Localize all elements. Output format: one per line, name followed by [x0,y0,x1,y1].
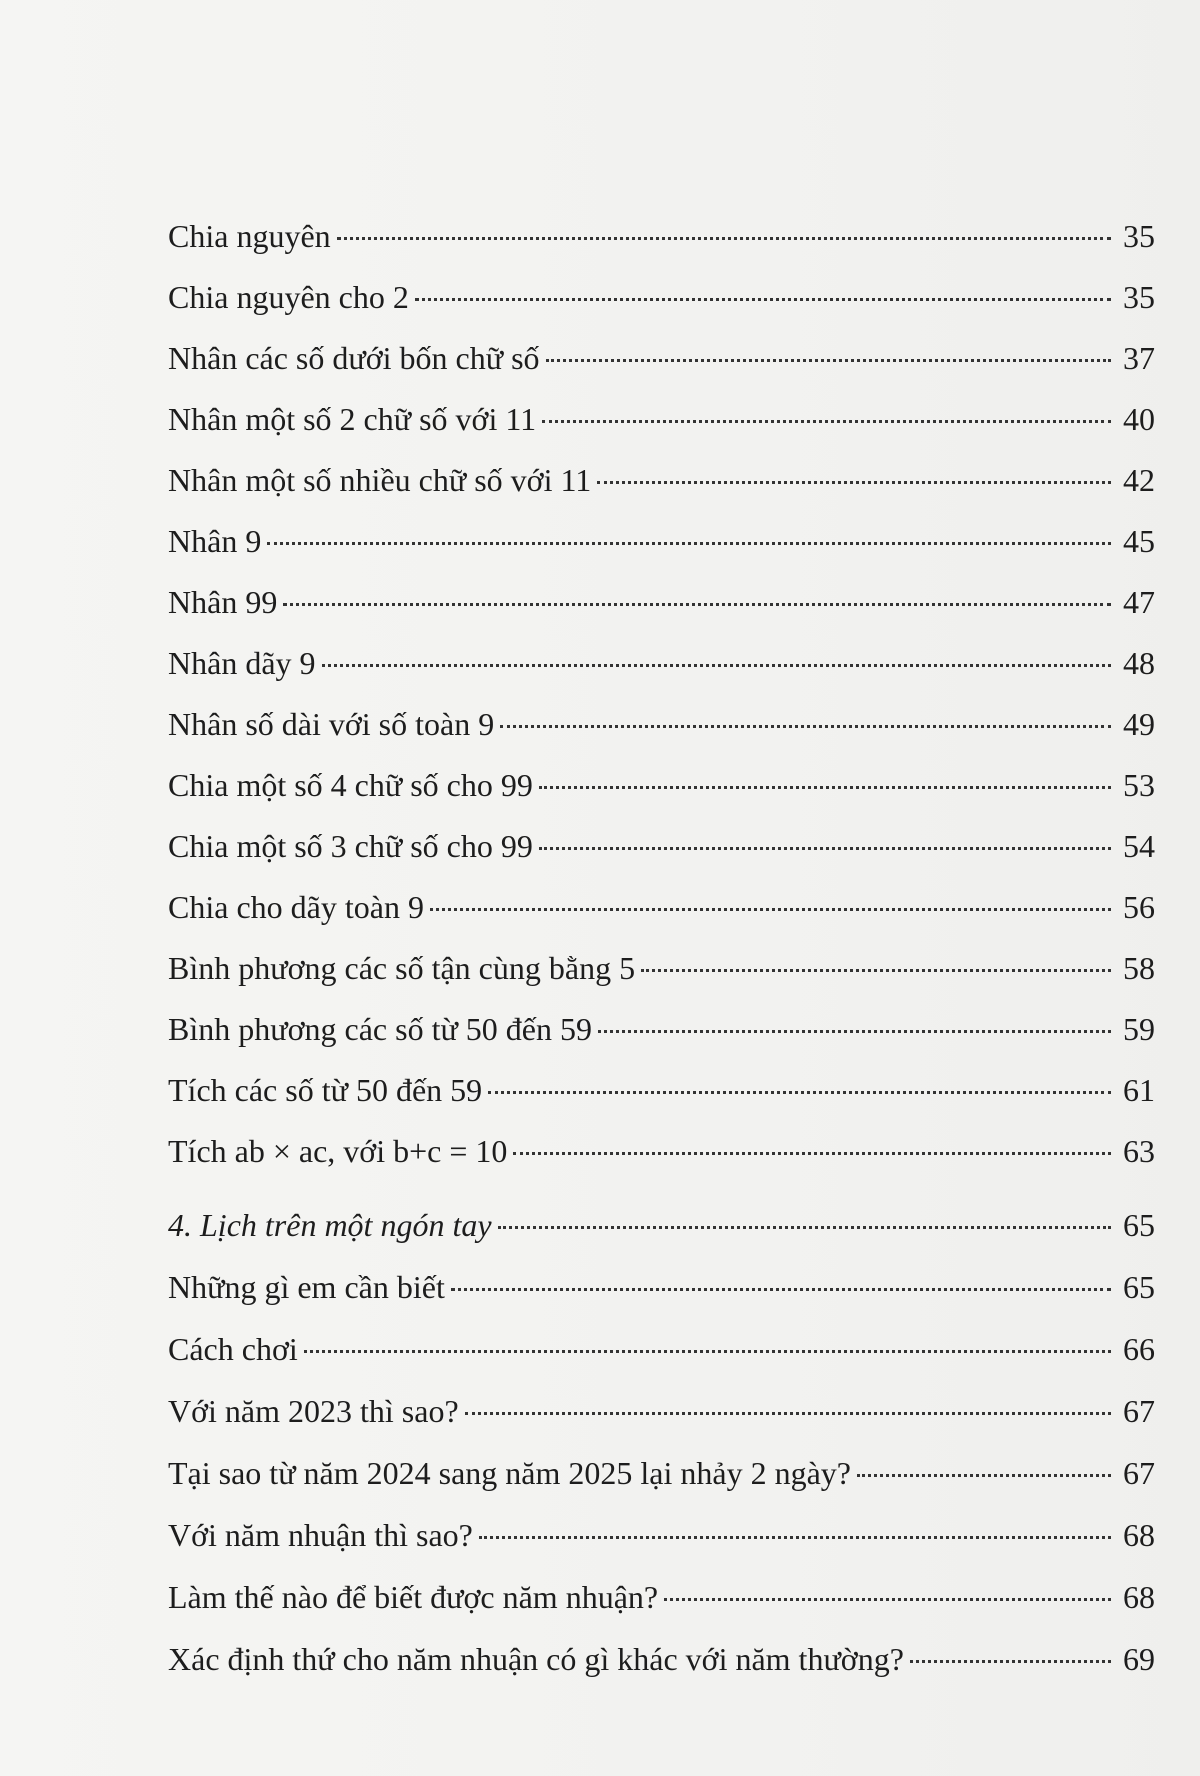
toc-entry-title: Chia một số 4 chữ số cho 99 [168,767,533,803]
toc-entry-page: 54 [1123,828,1155,864]
toc-entry-title: Nhân các số dưới bốn chữ số [168,340,540,376]
toc-chapter-heading [168,1201,1155,1249]
toc-entry-title: Những gì em cần biết [168,1269,445,1305]
toc-entry [168,1005,1155,1053]
toc-entry-title: Tích các số từ 50 đến 59 [168,1072,483,1108]
toc-entry-title: Nhân một số nhiều chữ số với 11 [168,462,592,498]
toc-entry [168,395,1155,443]
dot-leader [539,847,1111,850]
toc-entry-page: 68 [1123,1579,1155,1615]
toc-entry-page: 48 [1123,645,1155,681]
toc-entry [168,1325,1155,1373]
dot-leader [498,1226,1111,1229]
toc-entry [168,1635,1155,1683]
toc-entry [168,1387,1155,1435]
toc-entry-title: Làm thế nào để biết được năm nhuận? [168,1579,659,1615]
toc-entry-page: 45 [1123,523,1155,559]
dot-leader [430,908,1111,911]
toc-entry-title: Chia nguyên [168,218,331,254]
dot-leader [451,1288,1111,1291]
dot-leader [415,298,1111,301]
toc-entry-page: 68 [1123,1517,1155,1553]
toc-entry-page: 58 [1123,950,1155,986]
dot-leader [598,1030,1111,1033]
toc-entry-page: 42 [1123,462,1155,498]
toc-entry-title: Bình phương các số tận cùng bằng 5 [168,950,636,986]
toc-entry [168,761,1155,809]
toc-entry-page: 65 [1123,1207,1155,1243]
dot-leader [910,1660,1111,1663]
toc-entry-page: 61 [1123,1072,1155,1108]
toc-entry-page: 67 [1123,1393,1155,1429]
toc-entry [168,273,1155,321]
toc-entry [168,1263,1155,1311]
dot-leader [539,786,1111,789]
toc-entry [168,1573,1155,1621]
toc-entry-page: 69 [1123,1641,1155,1677]
toc-entry-title: Bình phương các số từ 50 đến 59 [168,1011,592,1047]
toc-entry [168,1127,1155,1175]
toc-entry-title: Nhân một số 2 chữ số với 11 [168,401,537,437]
dot-leader [546,359,1111,362]
toc-entry-title: Với năm nhuận thì sao? [168,1517,473,1553]
toc-entry [168,212,1155,260]
dot-leader [664,1598,1111,1601]
dot-leader [488,1091,1111,1094]
dot-leader [304,1350,1111,1353]
toc-entry [168,700,1155,748]
toc-entry-page: 66 [1123,1331,1155,1367]
toc-entry-title: Nhân 9 [168,523,262,559]
dot-leader [513,1152,1111,1155]
toc-entry-title: Tích ab × ac, với b+c = 10 [168,1133,508,1169]
toc-entry-page: 53 [1123,767,1155,803]
dot-leader [337,237,1111,240]
toc-entry [168,1449,1155,1497]
dot-leader [641,969,1111,972]
dot-leader [479,1536,1111,1539]
dot-leader [857,1474,1111,1477]
dot-leader [283,603,1111,606]
toc-entry-page: 49 [1123,706,1155,742]
toc-entry [168,1066,1155,1114]
toc-entry-title: Nhân dãy 9 [168,645,316,681]
dot-leader [267,542,1111,545]
toc-chapter-title: 4. Lịch trên một ngón tay [168,1207,492,1243]
toc-entry-page: 40 [1123,401,1155,437]
toc-entry-page: 59 [1123,1011,1155,1047]
toc-entry-page: 67 [1123,1455,1155,1491]
dot-leader [465,1412,1111,1415]
toc-entry [168,456,1155,504]
toc-entry [168,517,1155,565]
toc-entry [168,944,1155,992]
toc-entry-page: 37 [1123,340,1155,376]
dot-leader [322,664,1111,667]
toc-entry-page: 56 [1123,889,1155,925]
toc-entry [168,822,1155,870]
dot-leader [542,420,1111,423]
toc-entry-title: Chia một số 3 chữ số cho 99 [168,828,533,864]
toc-entry [168,883,1155,931]
dot-leader [500,725,1111,728]
toc-entry-title: Với năm 2023 thì sao? [168,1393,459,1429]
toc-entry-page: 63 [1123,1133,1155,1169]
toc-entry-title: Xác định thứ cho năm nhuận có gì khác với năm thường? [168,1641,904,1677]
toc-entry-title: Nhân 99 [168,584,278,620]
toc-entry-title: Cách chơi [168,1331,298,1367]
toc-entry-page: 47 [1123,584,1155,620]
toc-entry [168,578,1155,626]
toc-entry-title: Nhân số dài với số toàn 9 [168,706,495,742]
toc-entry [168,1511,1155,1559]
toc-entry-page: 35 [1123,218,1155,254]
toc-entry-title: Chia nguyên cho 2 [168,279,409,315]
toc-entry-title: Chia cho dãy toàn 9 [168,889,424,925]
toc-entry-title: Tại sao từ năm 2024 sang năm 2025 lại nhảy 2 ngày? [168,1455,851,1491]
toc-entry [168,639,1155,687]
toc-entry-page: 65 [1123,1269,1155,1305]
toc-entry-page: 35 [1123,279,1155,315]
toc-entry [168,334,1155,382]
dot-leader [597,481,1111,484]
